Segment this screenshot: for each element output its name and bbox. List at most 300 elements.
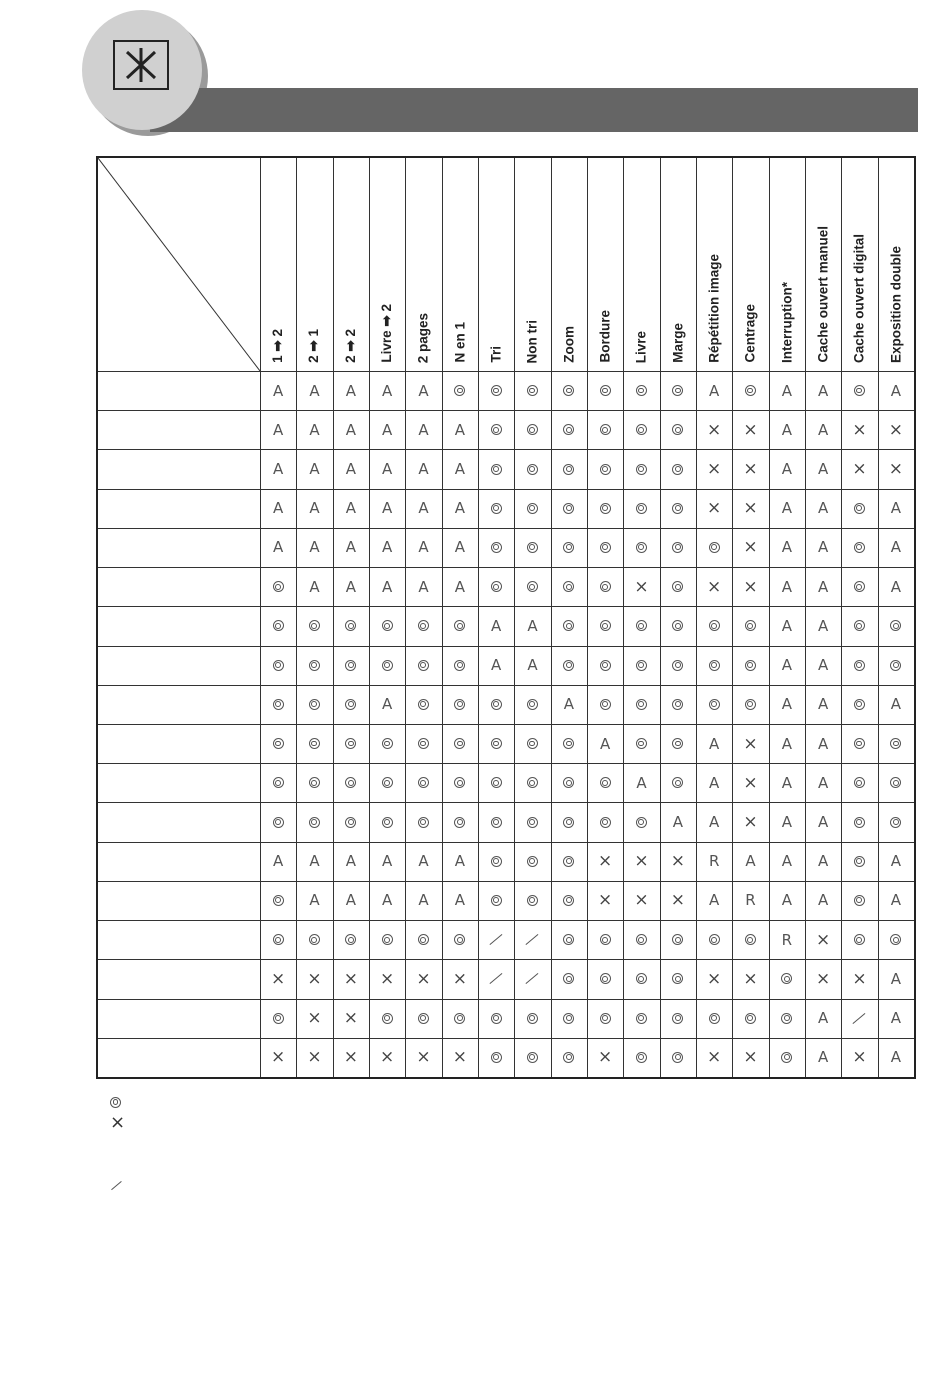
table-cell	[260, 410, 296, 449]
double-circle-icon	[563, 660, 574, 671]
symbol-letter: A	[890, 499, 901, 518]
double-circle-icon	[309, 738, 320, 749]
cross-icon: ×	[743, 498, 758, 519]
table-cell	[805, 606, 841, 645]
table-cell	[623, 410, 659, 449]
cross-icon: ×	[816, 968, 831, 989]
table-cell	[514, 371, 550, 410]
table-cell	[878, 410, 914, 449]
column-header-label: 2 pages	[415, 312, 431, 363]
table-cell	[333, 724, 369, 763]
symbol-letter: A	[273, 420, 284, 439]
double-circle-icon	[527, 424, 538, 435]
double-circle-icon	[854, 699, 865, 710]
column-header-label: Cache ouvert manuel	[815, 226, 831, 363]
double-circle-icon	[854, 503, 865, 514]
cross-icon: ×	[634, 890, 649, 911]
table-cell	[405, 881, 441, 920]
double-circle-icon	[600, 581, 611, 592]
double-circle-icon	[636, 738, 647, 749]
table-cell	[587, 881, 623, 920]
double-circle-icon	[854, 856, 865, 867]
table-cell	[369, 999, 405, 1038]
table-cell	[587, 959, 623, 998]
table-cell	[696, 1038, 732, 1077]
symbol-letter: A	[345, 499, 356, 518]
symbol-letter: A	[454, 538, 465, 557]
table-cell	[696, 802, 732, 841]
cross-icon: ×	[598, 851, 613, 872]
table-cell	[660, 528, 696, 567]
table-cell	[623, 528, 659, 567]
slash-icon	[853, 1013, 866, 1024]
cross-icon: ×	[598, 1047, 613, 1068]
double-circle-icon	[382, 934, 393, 945]
double-circle-icon	[600, 620, 611, 631]
table-cell	[660, 489, 696, 528]
table-cell	[696, 920, 732, 959]
table-cell	[514, 920, 550, 959]
double-circle-icon	[273, 738, 284, 749]
double-circle-icon	[672, 620, 683, 631]
column-header-label: Livre	[633, 330, 649, 363]
cross-icon: ×	[852, 419, 867, 440]
table-cell	[805, 371, 841, 410]
double-circle-icon	[454, 738, 465, 749]
table-cell	[333, 449, 369, 488]
table-cell	[442, 763, 478, 802]
table-cell	[769, 489, 805, 528]
table-cell	[696, 959, 732, 998]
table-cell	[805, 1038, 841, 1077]
table-cell	[369, 842, 405, 881]
table-cell	[333, 999, 369, 1038]
double-circle-icon	[273, 1013, 284, 1024]
table-cell	[587, 842, 623, 881]
table-cell	[878, 842, 914, 881]
table-cell	[732, 646, 768, 685]
table-cell	[478, 528, 514, 567]
table-cell	[805, 449, 841, 488]
compatibility-table	[96, 156, 916, 1079]
table-cell	[769, 959, 805, 998]
cross-icon: ×	[271, 968, 286, 989]
table-cell	[623, 646, 659, 685]
symbol-letter: A	[309, 460, 320, 479]
double-circle-icon	[890, 620, 901, 631]
symbol-letter: A	[672, 813, 683, 832]
table-cell	[732, 1038, 768, 1077]
table-cell	[369, 881, 405, 920]
table-cell	[660, 763, 696, 802]
double-circle-icon	[854, 895, 865, 906]
cross-icon: ×	[452, 1047, 467, 1068]
table-cell	[551, 724, 587, 763]
table-cell	[841, 959, 877, 998]
table-cell	[587, 449, 623, 488]
cross-icon: ×	[743, 812, 758, 833]
symbol-letter: A	[818, 460, 829, 479]
double-circle-icon	[273, 699, 284, 710]
table-cell	[478, 959, 514, 998]
double-circle-icon	[636, 424, 647, 435]
column-header	[260, 158, 296, 371]
table-cell	[369, 920, 405, 959]
column-header	[514, 158, 550, 371]
cross-icon: ×	[888, 419, 903, 440]
table-cell	[841, 724, 877, 763]
symbol-letter: A	[454, 577, 465, 596]
cross-icon: ×	[707, 498, 722, 519]
table-cell	[878, 449, 914, 488]
table-cell	[514, 528, 550, 567]
table-cell	[551, 881, 587, 920]
symbol-letter: A	[491, 616, 502, 635]
double-circle-icon	[563, 542, 574, 553]
symbol-letter: A	[309, 538, 320, 557]
cross-icon: ×	[271, 1047, 286, 1068]
cross-icon: ×	[743, 576, 758, 597]
table-cell	[478, 842, 514, 881]
double-circle-icon	[491, 699, 502, 710]
symbol-letter: A	[345, 460, 356, 479]
double-circle-icon	[382, 1013, 393, 1024]
table-cell	[587, 567, 623, 606]
symbol-letter: A	[636, 773, 647, 792]
table-cell	[805, 999, 841, 1038]
double-circle-icon	[491, 817, 502, 828]
double-circle-icon	[636, 385, 647, 396]
double-circle-icon	[781, 973, 792, 984]
double-circle-icon	[491, 1052, 502, 1063]
double-circle-icon	[382, 738, 393, 749]
cross-icon: ×	[634, 576, 649, 597]
table-cell	[623, 449, 659, 488]
column-header	[442, 158, 478, 371]
double-circle-icon	[745, 1013, 756, 1024]
table-cell	[551, 606, 587, 645]
table-cell	[551, 371, 587, 410]
table-cell	[551, 842, 587, 881]
column-header-label: Répétition image	[706, 254, 722, 363]
column-header	[696, 158, 732, 371]
column-header	[732, 158, 768, 371]
symbol-letter: A	[418, 420, 429, 439]
table-cell	[623, 685, 659, 724]
table-cell	[732, 724, 768, 763]
table-cell	[732, 920, 768, 959]
double-circle-icon	[745, 699, 756, 710]
cross-icon: ×	[743, 459, 758, 480]
double-circle-icon	[600, 660, 611, 671]
table-cell	[587, 685, 623, 724]
cross-icon: ×	[743, 419, 758, 440]
symbol-letter: A	[781, 381, 792, 400]
table-cell	[296, 606, 332, 645]
double-circle-icon	[382, 817, 393, 828]
table-cell	[732, 685, 768, 724]
row-label-cell	[98, 999, 260, 1038]
double-circle-icon	[854, 542, 865, 553]
table-cell	[405, 999, 441, 1038]
table-cell	[442, 802, 478, 841]
double-circle-icon	[636, 699, 647, 710]
table-cell	[442, 528, 478, 567]
table-cell	[442, 567, 478, 606]
table-cell	[333, 763, 369, 802]
slash-icon	[111, 1181, 122, 1190]
double-circle-icon	[672, 542, 683, 553]
table-cell	[478, 881, 514, 920]
double-circle-icon	[709, 699, 720, 710]
double-circle-icon	[672, 385, 683, 396]
double-circle-icon	[309, 620, 320, 631]
cross-icon: ×	[707, 576, 722, 597]
table-cell	[296, 1038, 332, 1077]
symbol-letter: A	[418, 460, 429, 479]
double-circle-icon	[672, 1013, 683, 1024]
table-cell	[514, 646, 550, 685]
double-circle-icon	[600, 699, 611, 710]
column-header-label: Centrage	[742, 304, 758, 363]
table-cell	[405, 410, 441, 449]
table-cell	[623, 999, 659, 1038]
symbol-letter: A	[382, 695, 393, 714]
symbol-letter: A	[382, 381, 393, 400]
column-header	[405, 158, 441, 371]
symbol-letter: A	[781, 420, 792, 439]
table-cell	[841, 763, 877, 802]
symbol-letter: A	[781, 773, 792, 792]
double-circle-icon	[454, 817, 465, 828]
cross-icon: ×	[343, 1008, 358, 1029]
table-cell	[732, 371, 768, 410]
table-cell	[769, 371, 805, 410]
symbol-letter: A	[818, 891, 829, 910]
table-cell	[405, 685, 441, 724]
symbol-letter: A	[818, 420, 829, 439]
symbol-letter: R	[745, 891, 756, 910]
table-cell	[478, 646, 514, 685]
cross-icon: ×	[380, 1047, 395, 1068]
table-cell	[805, 528, 841, 567]
double-circle-icon	[563, 581, 574, 592]
double-circle-icon	[781, 1013, 792, 1024]
double-circle-icon	[273, 817, 284, 828]
table-cell	[478, 920, 514, 959]
double-circle-icon	[781, 1052, 792, 1063]
table-cell	[587, 763, 623, 802]
symbol-letter: A	[418, 381, 429, 400]
column-header-label: Marge	[670, 323, 686, 363]
double-circle-icon	[563, 385, 574, 396]
double-circle-icon	[854, 777, 865, 788]
symbol-letter: A	[890, 969, 901, 988]
table-cell	[260, 371, 296, 410]
double-circle-icon	[454, 777, 465, 788]
table-cell	[623, 606, 659, 645]
table-cell	[551, 449, 587, 488]
table-cell	[260, 449, 296, 488]
cross-icon: ×	[852, 968, 867, 989]
table-cell	[478, 489, 514, 528]
double-circle-icon	[563, 856, 574, 867]
header-bar	[150, 88, 918, 132]
symbol-letter: A	[818, 538, 829, 557]
double-circle-icon	[273, 620, 284, 631]
table-cell	[878, 999, 914, 1038]
double-circle-icon	[745, 934, 756, 945]
table-cell	[296, 959, 332, 998]
double-circle-icon	[563, 503, 574, 514]
table-cell	[587, 410, 623, 449]
row-label-cell	[98, 606, 260, 645]
column-header	[333, 158, 369, 371]
table-cell	[769, 410, 805, 449]
column-header-label: Exposition double	[888, 246, 904, 363]
table-cell	[841, 1038, 877, 1077]
row-label-cell	[98, 489, 260, 528]
table-cell	[369, 489, 405, 528]
table-cell	[478, 371, 514, 410]
symbol-letter: A	[273, 852, 284, 871]
double-circle-icon	[527, 895, 538, 906]
table-cell	[587, 920, 623, 959]
double-circle-icon	[672, 699, 683, 710]
table-cell	[696, 528, 732, 567]
double-circle-icon	[527, 856, 538, 867]
table-cell	[442, 959, 478, 998]
double-circle-icon	[709, 934, 720, 945]
symbol-letter: A	[382, 577, 393, 596]
row-label-cell	[98, 842, 260, 881]
table-cell	[841, 410, 877, 449]
table-cell	[732, 528, 768, 567]
table-cell	[333, 646, 369, 685]
symbol-letter: A	[709, 813, 720, 832]
symbol-letter: A	[818, 1009, 829, 1028]
table-cell	[623, 959, 659, 998]
symbol-letter: A	[781, 656, 792, 675]
table-cell	[732, 410, 768, 449]
table-cell	[442, 842, 478, 881]
table-cell	[551, 646, 587, 685]
double-circle-icon	[527, 699, 538, 710]
column-header	[805, 158, 841, 371]
table-cell	[405, 371, 441, 410]
double-circle-icon	[563, 464, 574, 475]
double-circle-icon	[745, 385, 756, 396]
table-cell	[623, 881, 659, 920]
double-circle-icon	[672, 934, 683, 945]
table-cell	[551, 685, 587, 724]
table-cell	[660, 802, 696, 841]
column-header	[841, 158, 877, 371]
double-circle-icon	[491, 1013, 502, 1024]
table-cell	[660, 685, 696, 724]
double-circle-icon	[491, 777, 502, 788]
table-cell	[260, 842, 296, 881]
table-cell	[878, 881, 914, 920]
table-cell	[333, 959, 369, 998]
double-circle-icon	[309, 934, 320, 945]
table-cell	[623, 802, 659, 841]
table-cell	[514, 685, 550, 724]
symbol-letter: A	[818, 813, 829, 832]
table-cell	[333, 489, 369, 528]
table-cell	[369, 1038, 405, 1077]
double-circle-icon	[418, 777, 429, 788]
table-cell	[478, 410, 514, 449]
slash-icon	[526, 973, 539, 984]
symbol-letter: A	[273, 499, 284, 518]
double-circle-icon	[491, 424, 502, 435]
cross-icon: ×	[707, 968, 722, 989]
cross-icon: ×	[343, 1047, 358, 1068]
column-header	[878, 158, 914, 371]
table-cell	[660, 959, 696, 998]
cross-icon: ×	[452, 968, 467, 989]
symbol-letter: A	[890, 538, 901, 557]
double-circle-icon	[600, 934, 611, 945]
table-cell	[623, 724, 659, 763]
column-header	[769, 158, 805, 371]
double-circle-icon	[854, 660, 865, 671]
symbol-letter: A	[890, 695, 901, 714]
symbol-letter: A	[709, 891, 720, 910]
table-cell	[405, 959, 441, 998]
table-cell	[660, 371, 696, 410]
double-circle-icon	[672, 777, 683, 788]
table-cell	[841, 606, 877, 645]
double-circle-icon	[600, 424, 611, 435]
double-circle-icon	[491, 581, 502, 592]
cross-icon: ×	[707, 419, 722, 440]
column-header	[623, 158, 659, 371]
symbol-letter: A	[781, 499, 792, 518]
column-header-label: Bordure	[597, 310, 613, 363]
double-circle-icon	[563, 1013, 574, 1024]
table-cell	[296, 449, 332, 488]
symbol-letter: A	[345, 577, 356, 596]
cross-icon: ×	[598, 890, 613, 911]
double-circle-icon	[636, 660, 647, 671]
table-cell	[696, 567, 732, 606]
table-cell	[260, 567, 296, 606]
double-circle-icon	[418, 738, 429, 749]
double-circle-icon	[454, 385, 465, 396]
symbol-letter: A	[454, 499, 465, 518]
double-circle-icon	[563, 973, 574, 984]
double-circle-icon	[491, 464, 502, 475]
table-cell	[478, 1038, 514, 1077]
table-cell	[405, 528, 441, 567]
double-circle-icon	[854, 934, 865, 945]
symbol-letter: A	[781, 695, 792, 714]
symbol-letter: A	[781, 538, 792, 557]
cross-icon: ×	[852, 1047, 867, 1068]
table-cell	[478, 802, 514, 841]
double-circle-icon	[854, 620, 865, 631]
double-circle-icon	[563, 777, 574, 788]
symbol-letter: A	[345, 381, 356, 400]
symbol-letter: A	[563, 695, 574, 714]
double-circle-icon	[745, 620, 756, 631]
cross-icon: ×	[743, 733, 758, 754]
table-cell	[769, 763, 805, 802]
table-cell	[841, 371, 877, 410]
table-cell	[405, 489, 441, 528]
